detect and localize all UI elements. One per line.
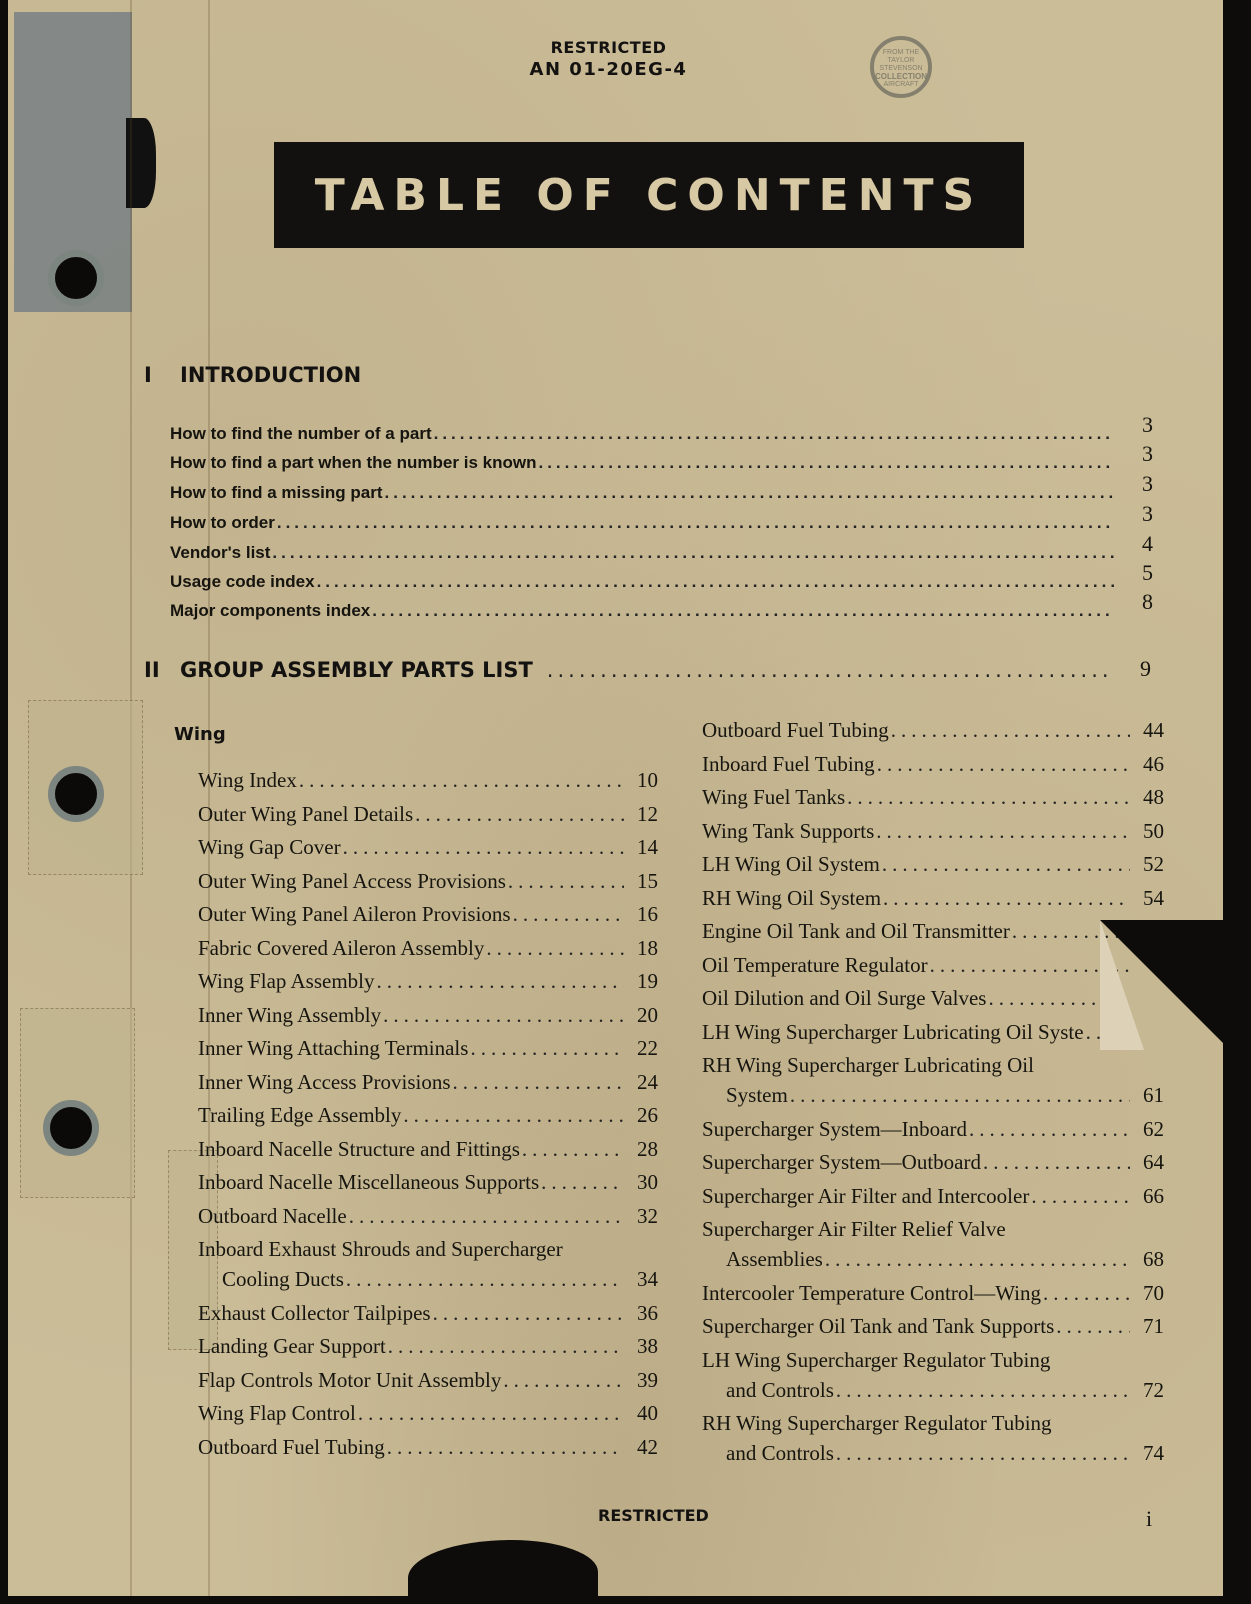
leader-dots [1056, 1314, 1130, 1339]
leader-dots [349, 1204, 624, 1229]
page-number: 30 [637, 1170, 658, 1194]
toc-entry-label: Outer Wing Panel Details [198, 801, 414, 826]
binder-hole [43, 1100, 99, 1156]
page-number: 71 [1143, 1314, 1164, 1338]
leader-dots [343, 835, 624, 860]
leader-dots [317, 572, 1114, 592]
toc-entry[interactable] [702, 1150, 1164, 1175]
toc-entry[interactable] [170, 453, 1120, 473]
toc-entry[interactable] [222, 1267, 658, 1292]
toc-entry-label: LH Wing Supercharger Lubricating Oil Syste [702, 1019, 1084, 1044]
scan-border [0, 0, 8, 1604]
page-number: 14 [637, 835, 658, 859]
toc-entry-label: Inner Wing Attaching Terminals [198, 1036, 469, 1060]
page-number: 24 [637, 1069, 658, 1094]
toc-entry-label: Wing Flap Control [198, 1401, 356, 1425]
toc-entry[interactable] [702, 1281, 1164, 1306]
leader-dots [277, 513, 1114, 533]
subgroup-heading-wing: Wing [174, 724, 226, 745]
toc-entry-label: Wing Fuel Tanks [702, 785, 846, 809]
toc-entry-label: Outboard Nacelle [198, 1203, 347, 1228]
leader-dots [508, 869, 624, 894]
page-number: 26 [637, 1103, 658, 1127]
page-number: 3 [1142, 471, 1153, 496]
toc-entry-label: Exhaust Collector Tailpipes [198, 1300, 431, 1325]
toc-entry-label: and Controls [726, 1441, 834, 1465]
page-number: 52 [1143, 852, 1164, 876]
page-number: 62 [1143, 1116, 1164, 1141]
toc-entry[interactable] [198, 768, 658, 793]
leader-dots [883, 886, 1130, 911]
leader-dots [541, 1170, 624, 1195]
toc-entry-label: Cooling Ducts [222, 1267, 344, 1291]
toc-entry-label: Inboard Nacelle Structure and Fittings [198, 1136, 520, 1161]
page-number: 38 [637, 1334, 658, 1358]
page-number: 10 [637, 768, 658, 792]
title-banner [274, 142, 1024, 248]
toc-entry-label: LH Wing Supercharger Regulator Tubing [702, 1347, 1051, 1372]
toc-entry[interactable] [702, 919, 1164, 944]
leader-dots [346, 1267, 624, 1292]
page-number: 34 [637, 1267, 658, 1291]
toc-entry-label: Inner Wing Access Provisions [198, 1069, 451, 1094]
leader-dots [825, 1247, 1130, 1272]
toc-entry-label: Assemblies [726, 1247, 823, 1271]
document-number: AN 01-20EG-4 [529, 59, 688, 80]
page-number: 32 [637, 1203, 658, 1228]
toc-entry-label: Major components index [170, 601, 371, 620]
classification-marking: RESTRICTED [550, 38, 667, 57]
leader-dots [969, 1117, 1130, 1142]
toc-entry[interactable] [702, 1020, 1164, 1045]
toc-entry-label: Inboard Fuel Tubing [702, 751, 875, 776]
toc-entry[interactable] [198, 1070, 658, 1095]
toc-entry-label: Usage code index [170, 572, 315, 591]
leader-dots [847, 785, 1130, 810]
toc-entry-label: Inboard Exhaust Shrouds and Supercharger [198, 1237, 563, 1261]
leader-dots [538, 453, 1114, 473]
toc-entry[interactable] [198, 1401, 658, 1426]
page-number: 18 [637, 935, 658, 960]
page-number: 15 [637, 868, 658, 893]
leader-dots [522, 1137, 624, 1162]
toc-entry[interactable] [170, 572, 1120, 592]
toc-entry[interactable] [702, 986, 1164, 1011]
page-number: 70 [1143, 1280, 1164, 1305]
page-number: 16 [637, 902, 658, 926]
toc-entry-label: How to find a part when the number is known [170, 453, 537, 472]
leader-dots [372, 601, 1114, 621]
leader-dots [503, 1368, 624, 1393]
toc-entry-label: and Controls [726, 1377, 834, 1402]
toc-entry[interactable] [702, 852, 1164, 877]
section-heading-introduction: I INTRODUCTION [144, 363, 362, 387]
page-number: 44 [1143, 718, 1164, 742]
page-number: 5 [1142, 560, 1153, 585]
toc-entry[interactable] [198, 1334, 658, 1359]
leader-dots [1031, 1184, 1130, 1209]
folded-corner [1100, 920, 1144, 1050]
toc-entry-label: Outboard Fuel Tubing [198, 1434, 385, 1459]
section-heading-parts-list[interactable]: II GROUP ASSEMBLY PARTS LIST ..... [144, 658, 1120, 682]
leader-dots [377, 969, 625, 994]
page-number: 66 [1143, 1183, 1164, 1208]
page-header [8, 38, 1223, 80]
binder-hole [48, 766, 104, 822]
toc-entry-label: System [726, 1083, 788, 1107]
toc-entry-label: Supercharger System—Outboard [702, 1150, 981, 1174]
toc-entry[interactable] [726, 1083, 1164, 1108]
toc-entry[interactable] [702, 718, 1164, 743]
toc-entry[interactable] [198, 1137, 658, 1162]
leader-dots [836, 1378, 1130, 1403]
toc-entry[interactable] [726, 1441, 1164, 1466]
toc-entry-label: Vendor's list [170, 543, 271, 562]
leader-dots [385, 483, 1114, 503]
leader-dots [358, 1401, 624, 1426]
toc-entry[interactable] [702, 1184, 1164, 1209]
page-number: 3 [1142, 501, 1153, 526]
toc-entry[interactable] [702, 953, 1164, 978]
page-number: 74 [1143, 1441, 1164, 1465]
toc-entry-label: RH Wing Supercharger Lubricating Oil [702, 1053, 1034, 1077]
toc-entry-label: Supercharger System—Inboard [702, 1116, 967, 1141]
toc-entry-label: Outer Wing Panel Access Provisions [198, 868, 506, 893]
page-number: 42 [637, 1434, 658, 1459]
toc-entry-label: Fabric Covered Aileron Assembly [198, 935, 485, 960]
toc-entry-label: Outboard Fuel Tubing [702, 718, 889, 742]
toc-entry[interactable] [198, 1368, 658, 1393]
toc-entry[interactable] [702, 752, 1164, 777]
leader-dots [983, 1150, 1130, 1175]
leader-dots [470, 1036, 624, 1061]
page-number: 54 [1143, 885, 1164, 910]
toc-entry[interactable] [170, 483, 1120, 503]
toc-entry-label: Supercharger Air Filter and Intercooler [702, 1183, 1030, 1208]
leader-dots [453, 1070, 625, 1095]
leader-dots [876, 819, 1130, 844]
toc-entry[interactable] [726, 1378, 1164, 1403]
leader-dots [882, 852, 1130, 877]
leader-dots [836, 1441, 1130, 1466]
binder-hole [48, 250, 104, 306]
toc-entry[interactable] [170, 601, 1120, 621]
toc-entry[interactable] [198, 869, 658, 894]
leader-dots [877, 752, 1130, 777]
toc-entry[interactable] [702, 886, 1164, 911]
page-number: 19 [637, 969, 658, 993]
leader-dots [299, 768, 624, 793]
toc-entry[interactable] [702, 785, 1164, 810]
leader-dots [272, 543, 1114, 563]
page-number: 36 [637, 1300, 658, 1325]
leader-dots [388, 1334, 624, 1359]
toc-entry[interactable] [198, 1435, 658, 1460]
toc-entry[interactable] [198, 936, 658, 961]
page-number: 3 [1142, 441, 1153, 466]
toc-entry[interactable] [702, 1314, 1164, 1339]
page-number: 68 [1143, 1247, 1164, 1271]
toc-entry-label: Engine Oil Tank and Oil Transmitter [702, 919, 1010, 943]
page-number: 64 [1143, 1150, 1164, 1174]
page-number: 46 [1143, 751, 1164, 776]
toc-entry[interactable] [702, 819, 1164, 844]
toc-entry[interactable] [726, 1247, 1164, 1272]
toc-entry-label: RH Wing Oil System [702, 885, 882, 910]
toc-entry[interactable] [198, 1204, 658, 1229]
leader-dots [434, 424, 1114, 444]
leader-dots [513, 902, 624, 927]
page-title: TABLE OF CONTENTS [314, 169, 984, 221]
toc-entry-label: Supercharger Oil Tank and Tank Supports [702, 1314, 1055, 1338]
leader-dots [433, 1301, 624, 1326]
toc-entry[interactable] [198, 969, 658, 994]
toc-entry-label: Landing Gear Support [198, 1334, 386, 1358]
toc-entry-label: Inner Wing Assembly [198, 1002, 382, 1027]
toc-entry-label: Wing Gap Cover [198, 835, 341, 859]
page-number: 40 [637, 1401, 658, 1425]
page-number: 48 [1143, 785, 1164, 809]
page-number: 56 [1143, 919, 1164, 943]
leader-dots [383, 1003, 624, 1028]
toc-entry[interactable] [198, 902, 658, 927]
page-number: 61 [1143, 1083, 1164, 1107]
page-number: 22 [637, 1036, 658, 1060]
leader-dots [415, 802, 624, 827]
toc-entry[interactable] [198, 802, 658, 827]
toc-entry-label: Oil Temperature Regulator [702, 952, 928, 977]
page-number: 9 [1140, 656, 1151, 681]
page-number: 20 [637, 1002, 658, 1027]
toc-entry-label: Outer Wing Panel Aileron Provisions [198, 902, 511, 926]
toc-entry[interactable] [198, 1036, 658, 1061]
leader-dots [891, 718, 1130, 743]
toc-entry-label: Inboard Nacelle Miscellaneous Supports [198, 1170, 540, 1194]
toc-entry-label: Supercharger Air Filter Relief Valve [702, 1217, 1006, 1241]
toc-entry-label: Trailing Edge Assembly [198, 1103, 402, 1127]
toc-entry[interactable] [170, 543, 1120, 563]
leader-dots [387, 1435, 624, 1460]
toc-entry-label: How to order [170, 513, 275, 532]
toc-entry-label: How to find the number of a part [170, 424, 432, 443]
toc-entry[interactable] [198, 835, 658, 860]
toc-entry-label: How to find a missing part [170, 483, 383, 502]
page-number: 4 [1142, 531, 1153, 556]
toc-entry[interactable] [170, 424, 1120, 444]
collection-stamp: FROM THE TAYLOR STEVENSON COLLECTION AIRCRAFT [870, 36, 932, 98]
toc-entry-label: Oil Dilution and Oil Surge Valves [702, 986, 987, 1010]
leader-dots [486, 936, 624, 961]
leader-dots [403, 1103, 624, 1128]
toc-entry-label: RH Wing Supercharger Regulator Tubing [702, 1411, 1052, 1435]
toc-entry[interactable] [198, 1103, 658, 1128]
page-number: 50 [1143, 818, 1164, 843]
document-page [8, 0, 1223, 1596]
toc-entry-label: Wing Tank Supports [702, 818, 875, 843]
toc-entry[interactable] [198, 1170, 658, 1195]
toc-entry[interactable] [170, 513, 1120, 533]
toc-entry-label: Wing Flap Assembly [198, 969, 375, 993]
leader-dots [1043, 1281, 1130, 1306]
footer-classification: RESTRICTED [598, 1506, 709, 1525]
toc-entry-label: LH Wing Oil System [702, 852, 880, 876]
page-number: 72 [1143, 1377, 1164, 1402]
page-tear [408, 1540, 598, 1596]
toc-entry[interactable] [198, 1003, 658, 1028]
page-number: 8 [1142, 589, 1153, 614]
page-number: 28 [637, 1136, 658, 1161]
toc-entry[interactable] [198, 1301, 658, 1326]
toc-entry-label: Flap Controls Motor Unit Assembly [198, 1367, 502, 1392]
toc-entry-label: Wing Index [198, 768, 297, 792]
page-number: 12 [637, 801, 658, 826]
leader-dots [790, 1083, 1130, 1108]
page-number: 39 [637, 1367, 658, 1392]
folio-page-number: i [1146, 1506, 1153, 1531]
page-number: 3 [1142, 412, 1153, 437]
toc-entry-label: Intercooler Temperature Control—Wing [702, 1280, 1042, 1305]
toc-entry[interactable] [702, 1117, 1164, 1142]
